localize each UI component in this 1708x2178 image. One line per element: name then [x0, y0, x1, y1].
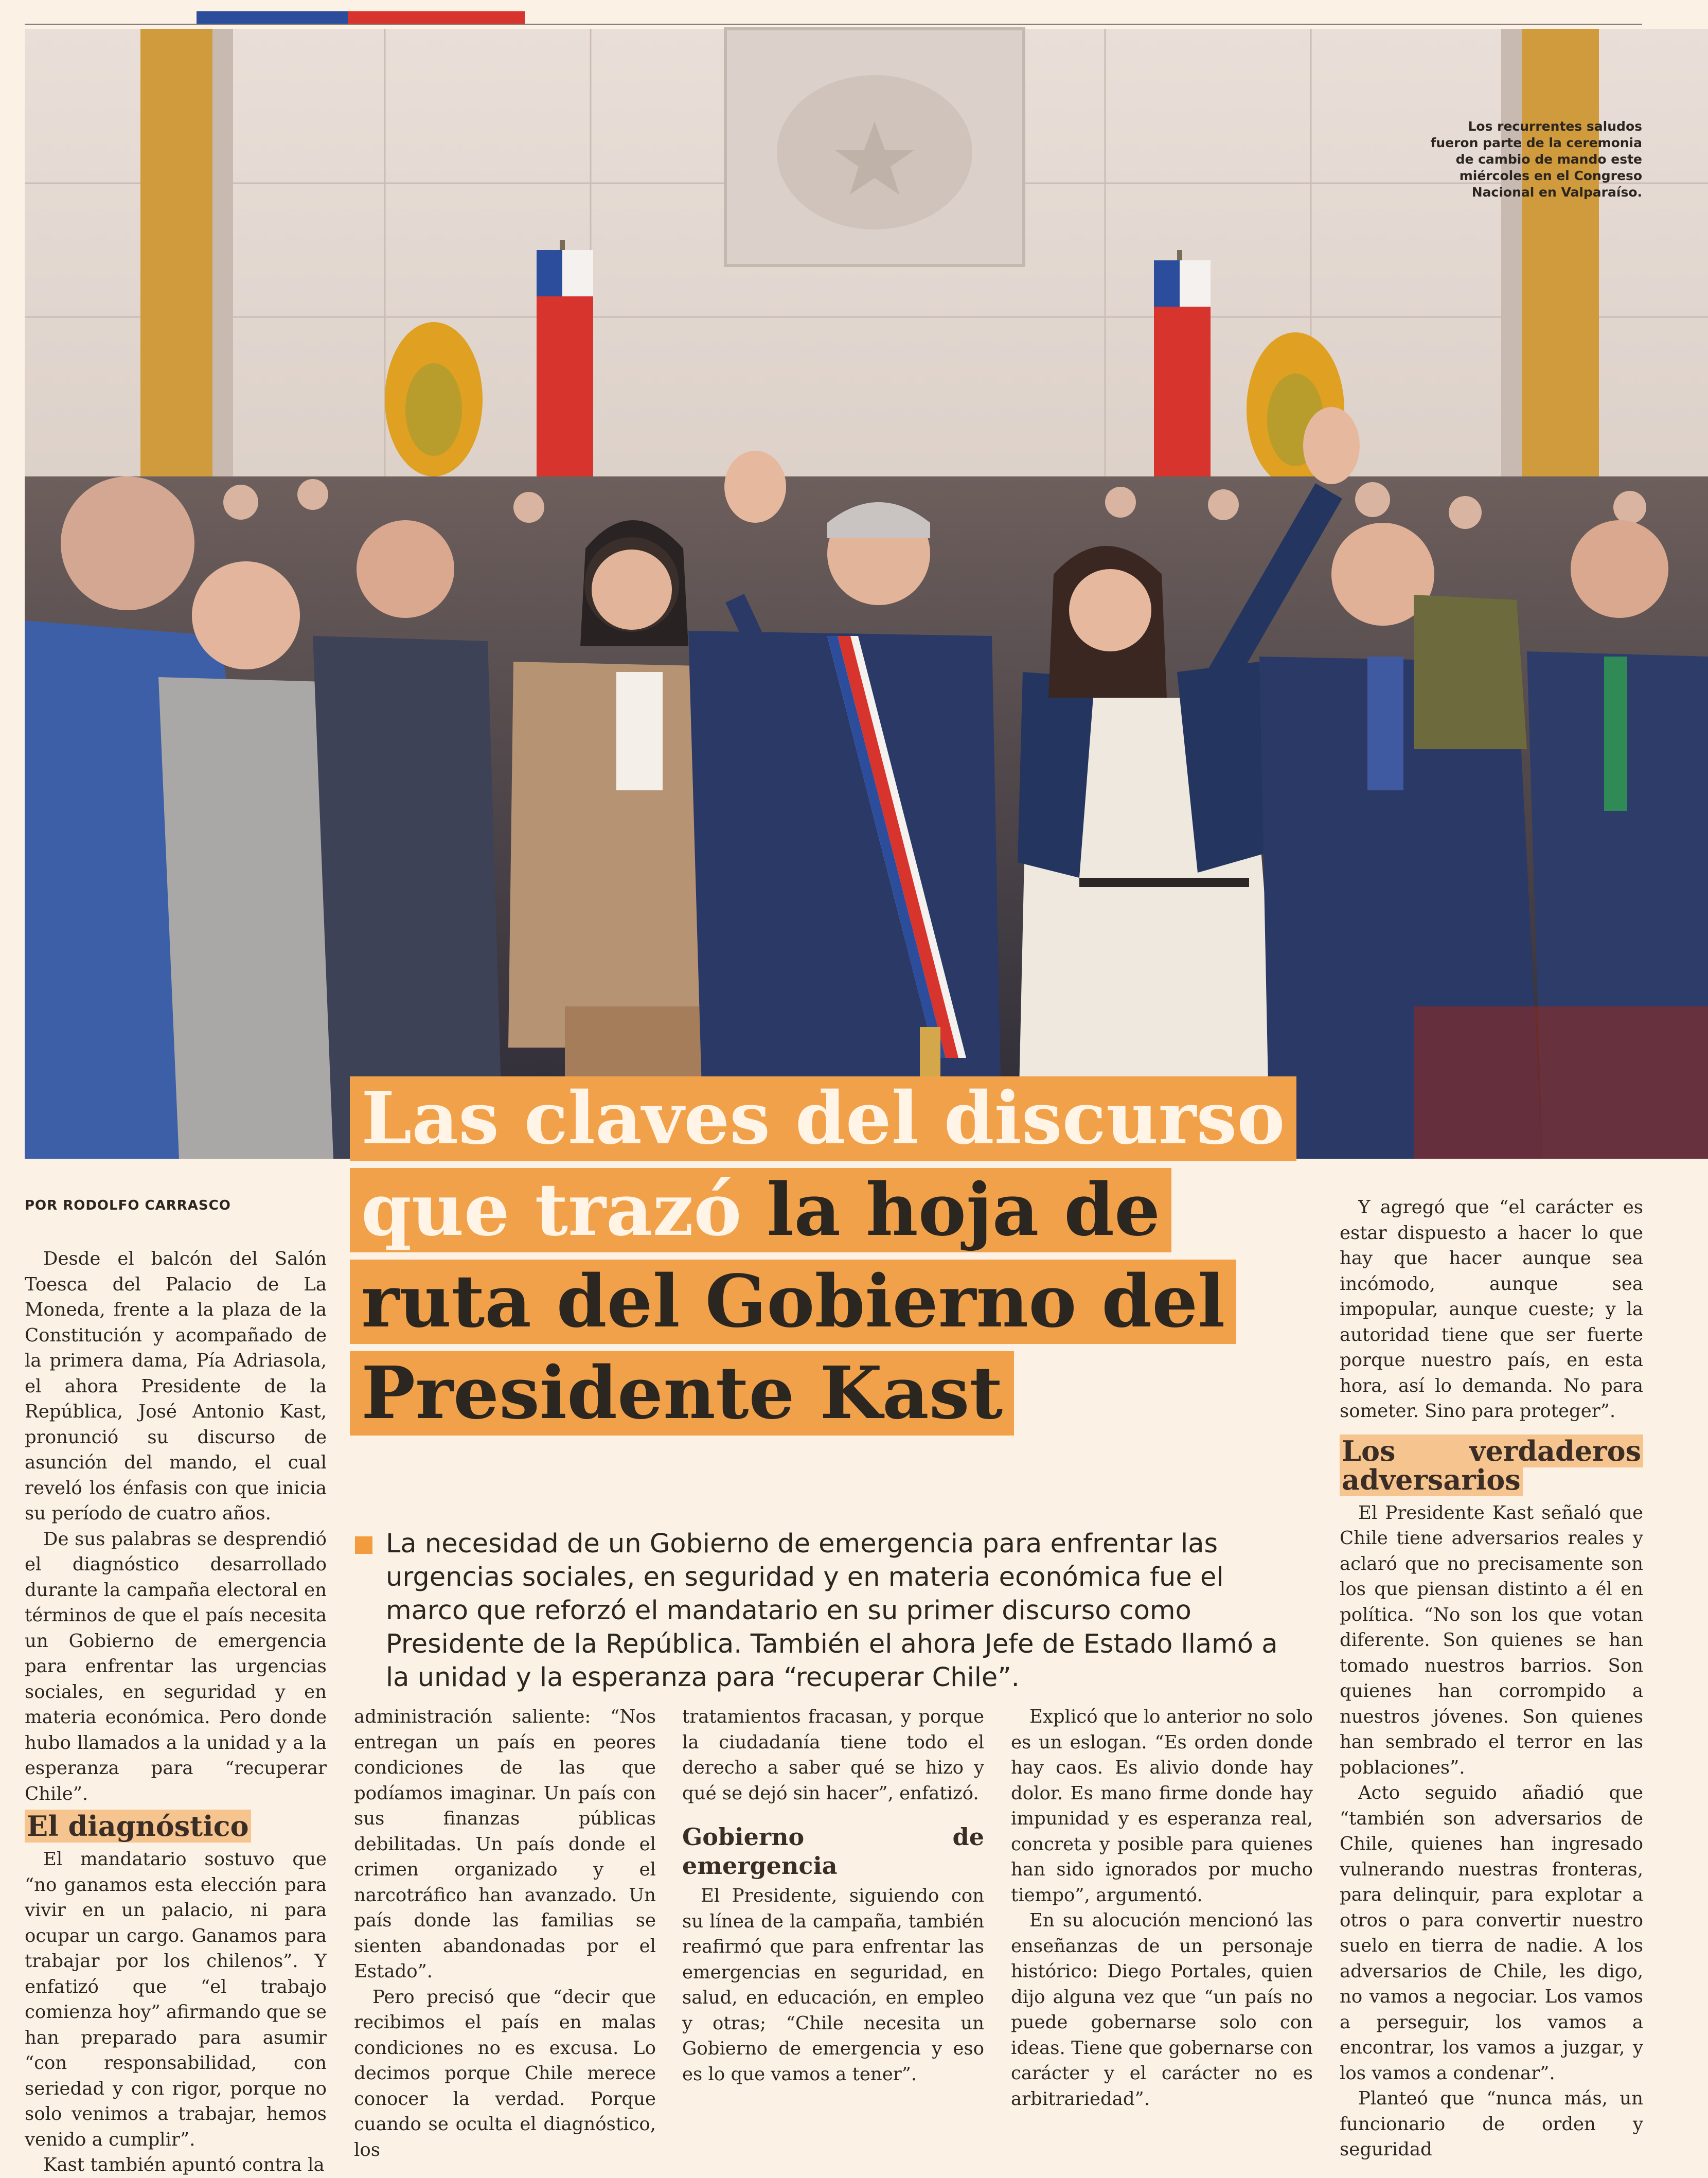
header-blue-stripe [197, 11, 348, 25]
column-5 [1340, 1195, 1643, 2163]
paragraph: administración saliente: “Nos entregan un país en peores condiciones de las que podíamos imaginar. Un país con sus finanzas públicas debilitadas. Un país donde el crimen organizado y el narcotráfico han avanzado. Un país donde las familias se sienten abandonadas por el Estado”. [354, 1706, 656, 1982]
headline-part3: la hoja de ruta del Gobierno del Presidente Kast [361, 1168, 1225, 1436]
column-2 [354, 1704, 656, 2163]
column-3 [682, 1704, 984, 2087]
header-rule [25, 24, 1642, 25]
paragraph: Kast también apuntó contra la [43, 2154, 325, 2175]
subhead-gobierno-emergencia: Gobierno de emergencia [682, 1823, 984, 1880]
paragraph: Y agregó que “el carácter es estar dispuesto a hacer lo que hay que hacer aunque sea incómodo, aunque sea impopular, aunque cueste; y la autoridad tiene que ser fuerte porque nuestro país, en esta hora, así lo demanda. No para someter. Sino para proteger”. [1340, 1197, 1643, 1422]
paragraph: Desde el balcón del Salón Toesca del Palacio de La Moneda, frente a la plaza de la Constitución y acompañado de la primera dama, Pía Adriasola, el ahora Presidente de la República, José Antonio Kast, pronunció su discurso de asunción del mando, el cual reveló los énfasis con que inicia su período de cuatro años. [25, 1248, 327, 1524]
section-header-bar [0, 0, 1708, 26]
column-1 [25, 1246, 327, 2178]
header-red-stripe [348, 11, 525, 25]
paragraph: Explicó que lo anterior no solo es un eslogan. “Es orden donde hay caos. Es alivio donde hay dolor. Es mano firme donde hay impunidad y es esperanza real, concreta y posible para quienes han sido ignorados por mucho tiempo”, argumentó. [1011, 1706, 1313, 1906]
bullet-square [355, 1536, 372, 1554]
paragraph: En su alocución mencionó las enseñanzas de un personaje histórico: Diego Portales, quien dijo alguna vez que “un país no puede gobernarse solo con ideas. Tiene que gobernarse con carácter y el carácter no es arbitrariedad”. [1011, 1910, 1313, 2110]
paragraph: El Presidente, siguiendo con su línea de la campaña, también reafirmó que para enfrentar las emergencias en seguridad, en salud, en educación, en empleo y otras; “Chile necesita un Gobierno de emergencia y eso es lo que vamos a tener”. [682, 1885, 984, 2085]
paragraph: De sus palabras se desprendió el diagnóstico desarrollado durante la campaña electoral en términos de que el país necesita un Gobierno de emergencia para enfrentar las urgencias sociales, en seguridad y en materia económica. Pero donde hubo llamados a la unidad y a la esperanza para “recuperar Chile”. [25, 1528, 327, 1804]
paragraph: Pero precisó que “decir que recibimos el país en malas condiciones no es excusa. Lo decimos porque Chile merece conocer la verdad. Porque cuando se oculta el diagnóstico, los [354, 1986, 656, 2161]
headline-part1: Las claves del discurso [350, 1076, 1296, 1161]
subhead-diagnostico: El diagnóstico [25, 1812, 327, 1840]
subhead-verdaderos-adversarios: Los verdaderos adversarios [1340, 1437, 1643, 1494]
paragraph: El Presidente Kast señaló que Chile tiene adversarios reales y aclaró que no precisamente son los que piensan distinto a él en política. “No son los que votan diferente. Son quienes se han tomado nuestros barrios. Son quienes han corrompido a nuestros jóvenes. Son quienes han sembrado el terror en las poblaciones”. [1340, 1502, 1643, 1778]
headline [350, 1073, 1296, 1439]
paragraph: Planteó que “nunca más, un funcionario de orden y seguridad [1340, 2088, 1643, 2160]
paragraph: tratamientos fracasan, y porque la ciudadanía tiene todo el derecho a saber qué se hizo y qué se dejó sin hacer”, enfatizó. [682, 1706, 984, 1804]
paragraph: El mandatario sostuvo que “no ganamos esta elección para vivir en un palacio, ni para ocupar un cargo. Ganamos para trabajar por los chilenos”. Y enfatizó que “el trabajo comienza hoy” afirmando que se han preparado para asumir “con responsabilidad, con seriedad y con rigor, porque no solo venimos a trabajar, hemos venido a cumplir”. [25, 1849, 327, 2150]
paragraph: Acto seguido añadió que “también son adversarios de Chile, quienes han ingresado vulnerando nuestras fronteras, para delinquir, para explotar a otros o para convertir nuestro suelo en tierra de nadie. A los adversarios de Chile, les digo, no vamos a negociar. Los vamos a perseguir, los vamos a encontrar, los vamos a juzgar, y los vamos a condenar”. [1340, 1782, 1643, 2084]
headline-part2: que trazó [361, 1168, 742, 1252]
lead-paragraph: La necesidad de un Gobierno de emergencia para enfrentar las urgencias sociales, en seguridad y en materia económica fue el marco que reforzó el mandatario en su primer discurso como Presidente de la República. También el ahora Jefe de Estado llamó a la unidad y la esperanza para “recuperar Chile”. [355, 1527, 1304, 1694]
photo-caption: Los recurrentes saludos fueron parte de la ceremonia de cambio de mando este miércoles en el Congreso Nacional en Valparaíso. [1430, 119, 1642, 200]
byline: POR RODOLFO CARRASCO [25, 1198, 231, 1213]
column-4 [1011, 1704, 1313, 2112]
